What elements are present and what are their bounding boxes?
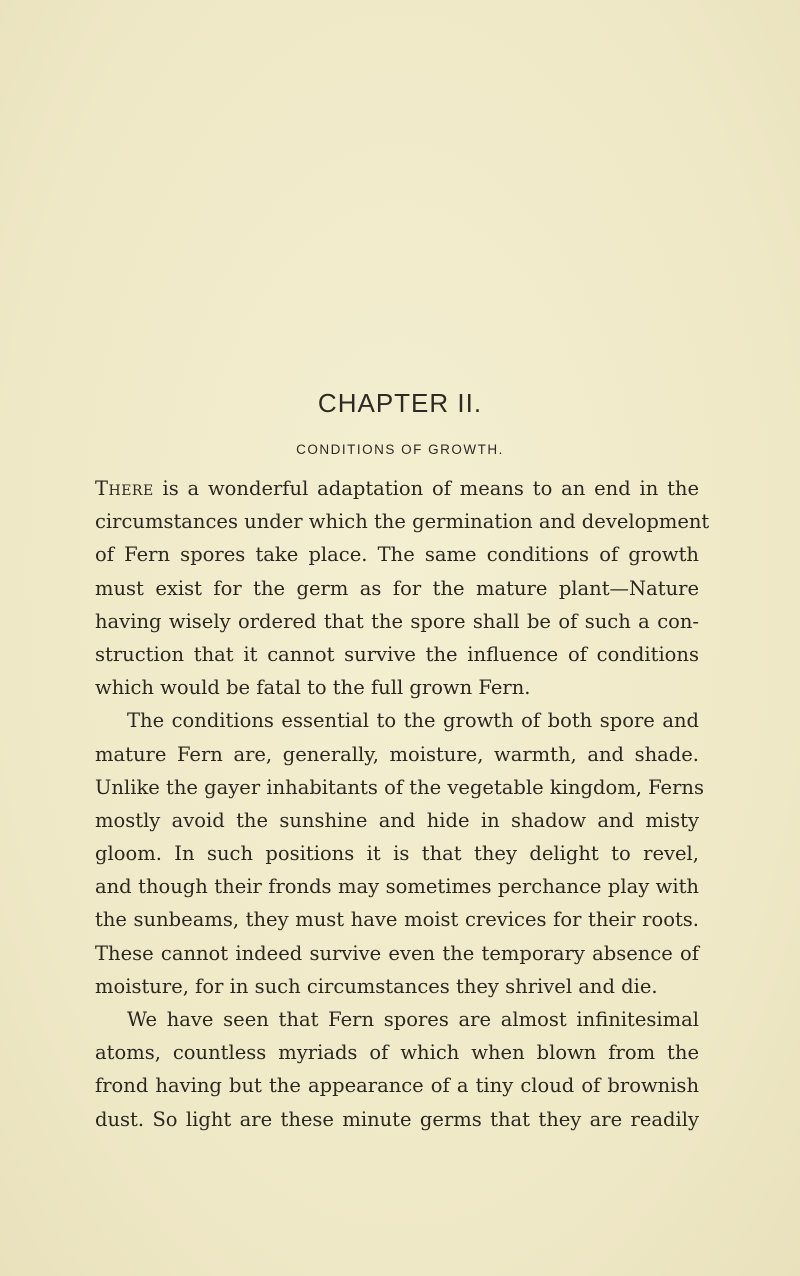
text-line: which would be fatal to the full grown Fern. xyxy=(95,676,531,700)
text-line: atoms, countless myriads of which when blown from the xyxy=(95,1041,699,1065)
text-line: having wisely ordered that the spore shall be of such a con- xyxy=(95,609,699,633)
body-text xyxy=(95,472,710,1136)
text-line: The conditions essential to the growth of both spore and xyxy=(127,709,699,733)
chapter-subtitle: CONDITIONS OF GROWTH. xyxy=(296,442,504,457)
text-line: and though their fronds may sometimes perchance play with xyxy=(95,875,699,899)
text-line: gloom. In such positions it is that they delight to revel, xyxy=(95,842,699,866)
chapter-title: CHAPTER II. xyxy=(317,388,483,418)
text-line: mostly avoid the sunshine and hide in shadow and misty xyxy=(95,808,699,832)
text-line: struction that it cannot survive the influence of conditions xyxy=(95,642,699,666)
text-line: Unlike the gayer inhabitants of the vegetable kingdom, Ferns xyxy=(95,775,704,799)
text-line: the sunbeams, they must have moist crevices for their roots. xyxy=(95,908,699,932)
text-line: There is a wonderful adaptation of means to an end in the xyxy=(95,477,699,500)
text-line: of Fern spores take place. The same conditions of growth xyxy=(95,543,699,567)
text-line: These cannot indeed survive even the temporary absence of xyxy=(95,941,699,965)
text-line: circumstances under which the germination and development xyxy=(95,510,710,534)
text-line: must exist for the germ as for the mature plant—Nature xyxy=(95,576,699,600)
drop-word: There xyxy=(95,477,154,500)
text-line: dust. So light are these minute germs that they are readily xyxy=(95,1107,699,1131)
text-line: We have seen that Fern spores are almost infinitesimal xyxy=(127,1008,699,1031)
text-line: frond having but the appearance of a tiny cloud of brownish xyxy=(95,1074,699,1098)
text-line: mature Fern are, generally, moisture, warmth, and shade. xyxy=(95,742,699,766)
text-line: moisture, for in such circumstances they shrivel and die. xyxy=(95,974,658,998)
